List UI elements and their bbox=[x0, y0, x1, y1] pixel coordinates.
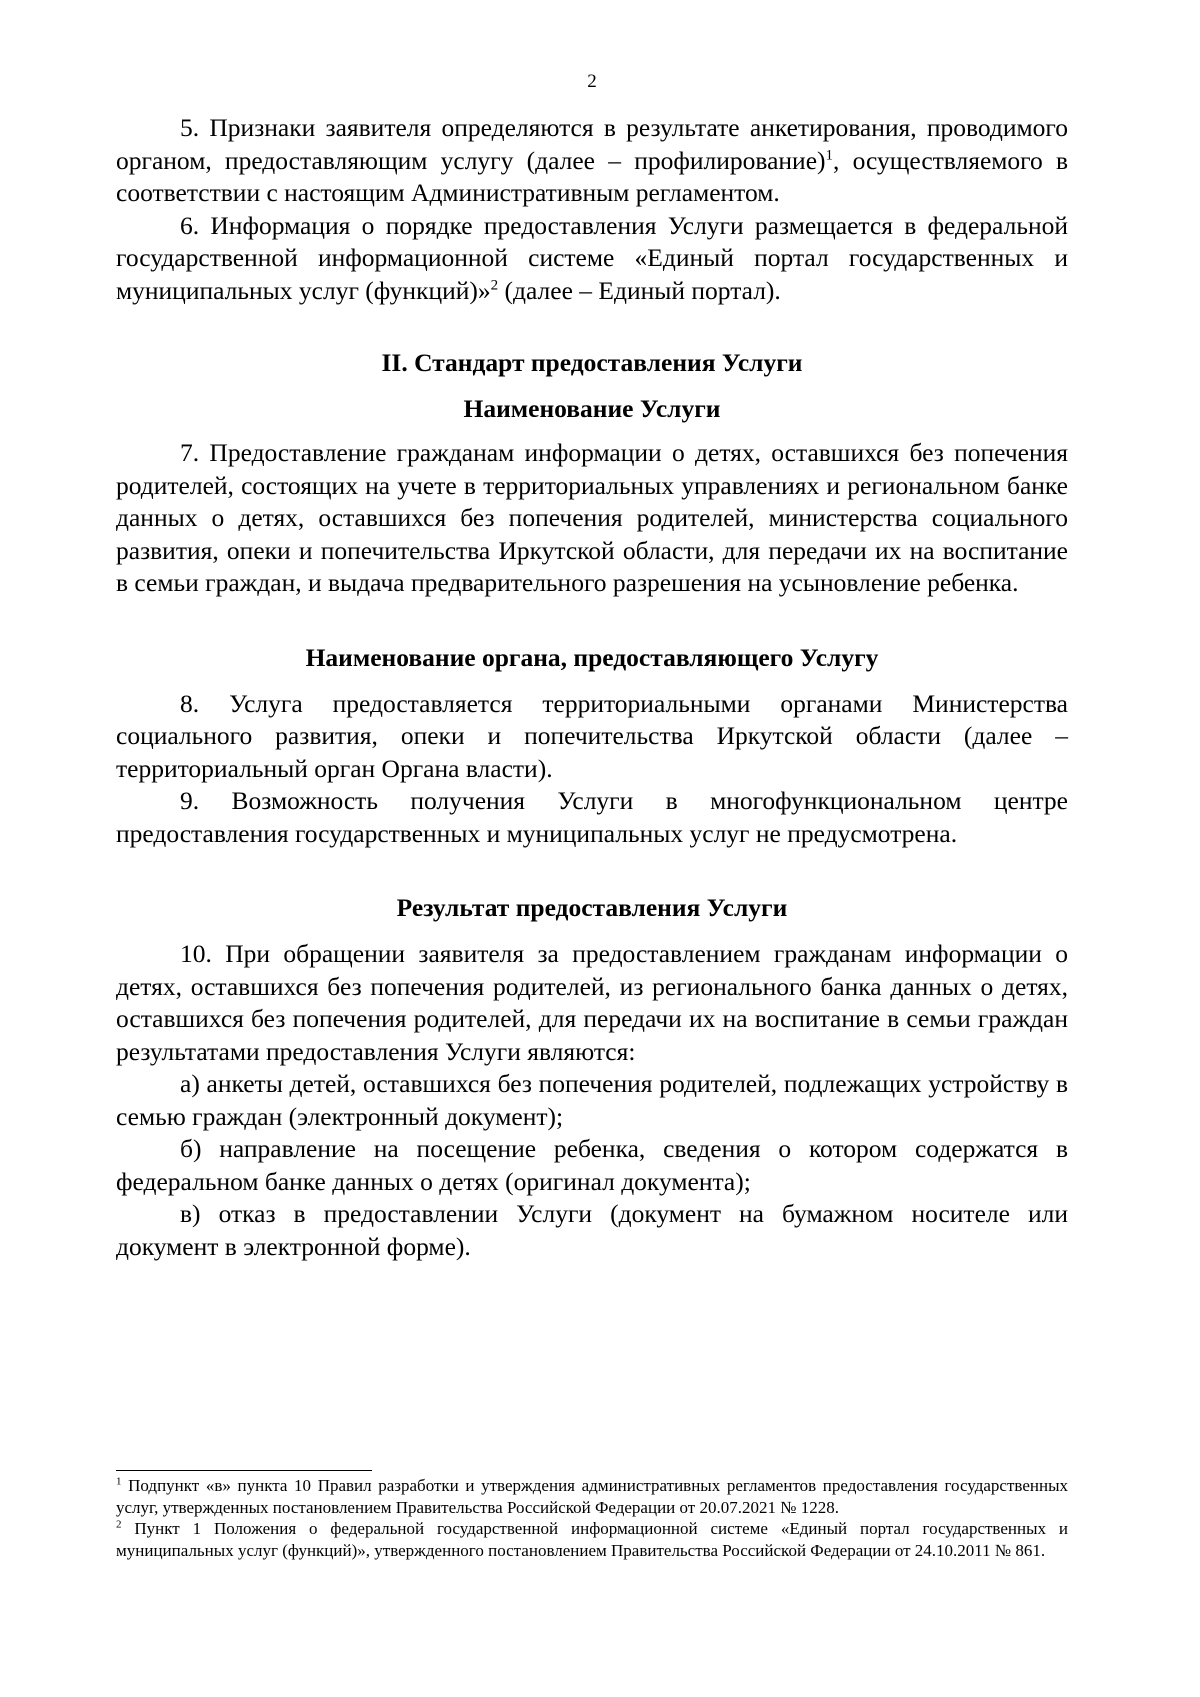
footnote-1 bbox=[116, 1475, 1068, 1518]
heading-service-name: Наименование Услуги bbox=[463, 394, 721, 423]
section-title: II. Стандарт предоставления Услуги bbox=[381, 348, 803, 377]
paragraph-10: 10. При обращении заявителя за предоставлением гражданам информации о детях, оставшихся без попечения родителей, из регионального банка данных о детях, оставшихся без попечения родителей, для передачи их на воспитание в семьи граждан результатами предоставления Услуги являются: bbox=[116, 939, 1068, 1066]
paragraph-10b: б) направление на посещение ребенка, сведения о котором содержатся в федеральном банке данных о детях (оригинал документа); bbox=[116, 1134, 1068, 1196]
paragraph-5-text-end: , осуществляемого в соответствии с настоящим Административным регламентом. bbox=[116, 145, 1068, 207]
paragraph-5 bbox=[116, 112, 1068, 210]
footnote-2-text: Пункт 1 Положения о федеральной государственной информационной системе «Единый портал государственных и муниципальных услуг (функций)», утвержденного постановлением Правительства Российской Федерации от 24.10.2011 № 861. bbox=[116, 1519, 1068, 1560]
footnote-ref-1: 1 bbox=[825, 147, 834, 163]
footnote-2 bbox=[116, 1518, 1068, 1561]
paragraph-6 bbox=[116, 210, 1068, 308]
paragraph-9: 9. Возможность получения Услуги в многофункциональном центре предоставления государственных и муниципальных услуг не предусмотрена. bbox=[116, 786, 1068, 848]
footnote-2-mark: 2 bbox=[116, 1518, 122, 1531]
footnote-divider bbox=[116, 1470, 372, 1471]
heading-service-organ: Наименование органа, предоставляющего Услугу bbox=[305, 642, 879, 672]
heading-service-result: Результат предоставления Услуги bbox=[396, 893, 788, 922]
paragraph-8: 8. Услуга предоставляется территориальными органами Министерства социального развития, опеки и попечительства Иркутской области (далее – территориальный орган Органа власти). bbox=[116, 688, 1068, 783]
paragraph-6-text: 6. Информация о порядке предоставления Услуги размещается в федеральной государственной информационной системе «Единый портал государственных и муниципальных услуг (функций)» bbox=[116, 210, 1068, 305]
paragraph-10a: а) анкеты детей, оставшихся без попечения родителей, подлежащих устройству в семью граждан (электронный документ); bbox=[116, 1069, 1068, 1131]
paragraph-10c: в) отказ в предоставлении Услуги (документ на бумажном носителе или документ в электронной форме). bbox=[116, 1199, 1068, 1261]
paragraph-5-text: 5. Признаки заявителя определяются в результате анкетирования, проводимого органом, предоставляющим услугу (далее – профилирование) bbox=[116, 113, 1068, 175]
footnote-ref-2: 2 bbox=[490, 277, 499, 293]
page-number: 2 bbox=[587, 71, 597, 92]
footnote-1-mark: 1 bbox=[116, 1475, 122, 1488]
paragraph-6-text-end: (далее – Единый портал). bbox=[498, 275, 781, 305]
footnote-1-text: Подпункт «в» пункта 10 Правил разработки и утверждения административных регламентов предоставления государственных услуг, утвержденных постановлением Правительства Российской Федерации от 20.07.2021 № 1228. bbox=[116, 1476, 1068, 1517]
footnotes bbox=[116, 1470, 1068, 1561]
paragraph-7: 7. Предоставление гражданам информации о детях, оставшихся без попечения родителей, состоящих на учете в территориальных управлениях и региональном банке данных о детях, оставшихся без попечения родителей, министерства социального развития, опеки и попечительства Иркутской области, для передачи их на воспитание в семьи граждан, и выдача предварительного разрешения на усыновление ребенка. bbox=[116, 438, 1068, 597]
